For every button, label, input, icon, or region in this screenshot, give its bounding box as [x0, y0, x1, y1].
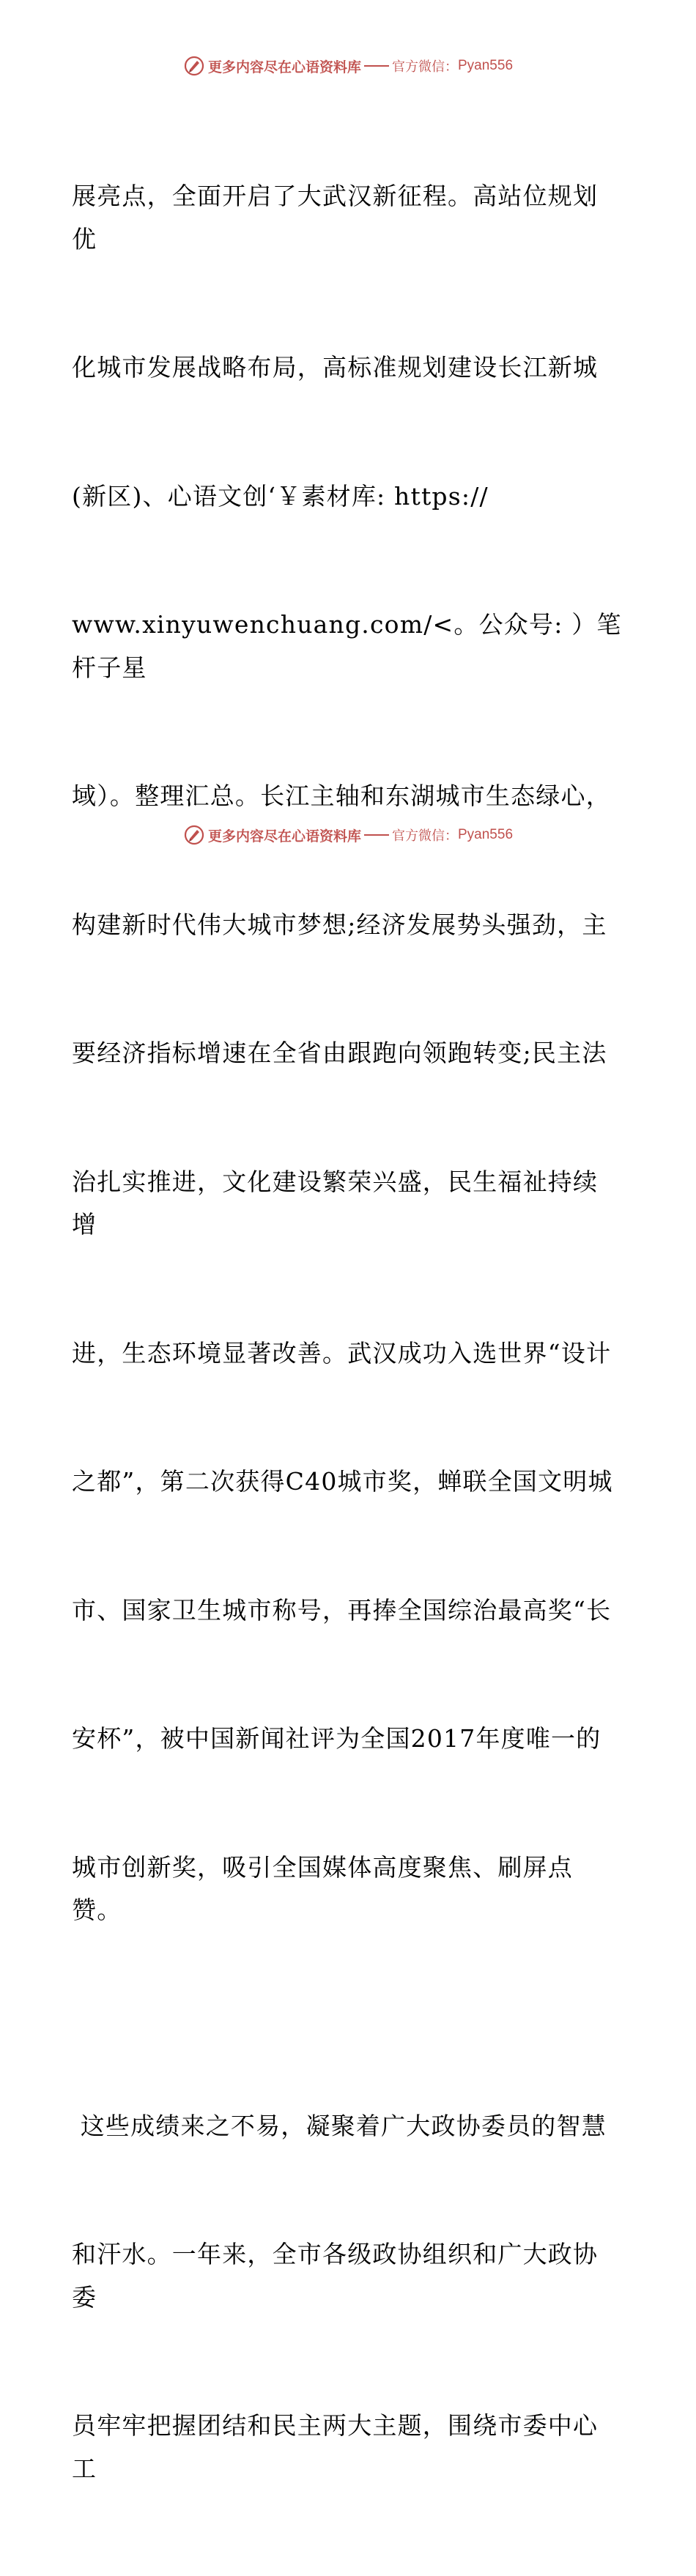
text-line: 之都”，第二次获得C40城市奖，蝉联全国文明城 — [72, 1460, 623, 1504]
text-line: 城市创新奖，吸引全国媒体高度聚焦、刷屏点赞。 — [72, 1846, 623, 1932]
header-wechat-label: 官方微信： — [392, 56, 458, 75]
text-line: 要经济指标增速在全省由跟跑向领跑转变;民主法 — [72, 1032, 623, 1075]
text-line: 员牢牢把握团结和民主两大主题，围绕市委中心工 — [72, 2405, 623, 2490]
footer-banner-text: 更多内容尽在心语资料库 — [208, 825, 361, 845]
text-line: 进，生态环境显著改善。武汉成功入选世界“设计 — [72, 1332, 623, 1376]
text-line: 市、国家卫生城市称号，再捧全国综治最高奖“长 — [72, 1589, 623, 1633]
footer-banner — [0, 820, 696, 850]
header-banner — [0, 51, 696, 81]
header-banner-separator — [364, 65, 389, 67]
header-banner-text: 更多内容尽在心语资料库 — [208, 56, 361, 76]
text-line: 构建新时代伟大城市梦想;经济发展势头强劲，主 — [72, 904, 623, 947]
footer-wechat-id: Pyan556 — [458, 827, 513, 843]
pen-logo-icon — [183, 824, 205, 846]
text-line: 这些成绩来之不易，凝聚着广大政协委员的智慧 — [72, 2105, 623, 2148]
text-line: 展亮点，全面开启了大武汉新征程。高站位规划优 — [72, 175, 623, 261]
document-body — [72, 89, 623, 2576]
text-line: (新区)、心语文创‘￥素材库: https:// — [72, 475, 623, 519]
footer-wechat-label: 官方微信： — [392, 825, 458, 845]
text-line: 安杯”，被中国新闻社评为全国2017年度唯一的 — [72, 1718, 623, 1761]
text-line: www.xinyuwenchuang.com/<。公众号: ）笔杆子星 — [72, 604, 623, 689]
text-line: 化城市发展战略布局，高标准规划建设长江新城 — [72, 346, 623, 390]
header-wechat-id: Pyan556 — [458, 58, 513, 74]
paragraph-2 — [72, 2019, 623, 2576]
text-line: 和汗水。一年来，全市各级政协组织和广大政协委 — [72, 2233, 623, 2319]
text-line: 域）。整理汇总。长江主轴和东湖城市生态绿心， — [72, 775, 623, 818]
text-line: 治扎实推进，文化建设繁荣兴盛，民生福祉持续增 — [72, 1161, 623, 1247]
footer-banner-separator — [364, 834, 389, 836]
pen-logo-icon — [183, 55, 205, 77]
paragraph-1 — [72, 89, 623, 2018]
